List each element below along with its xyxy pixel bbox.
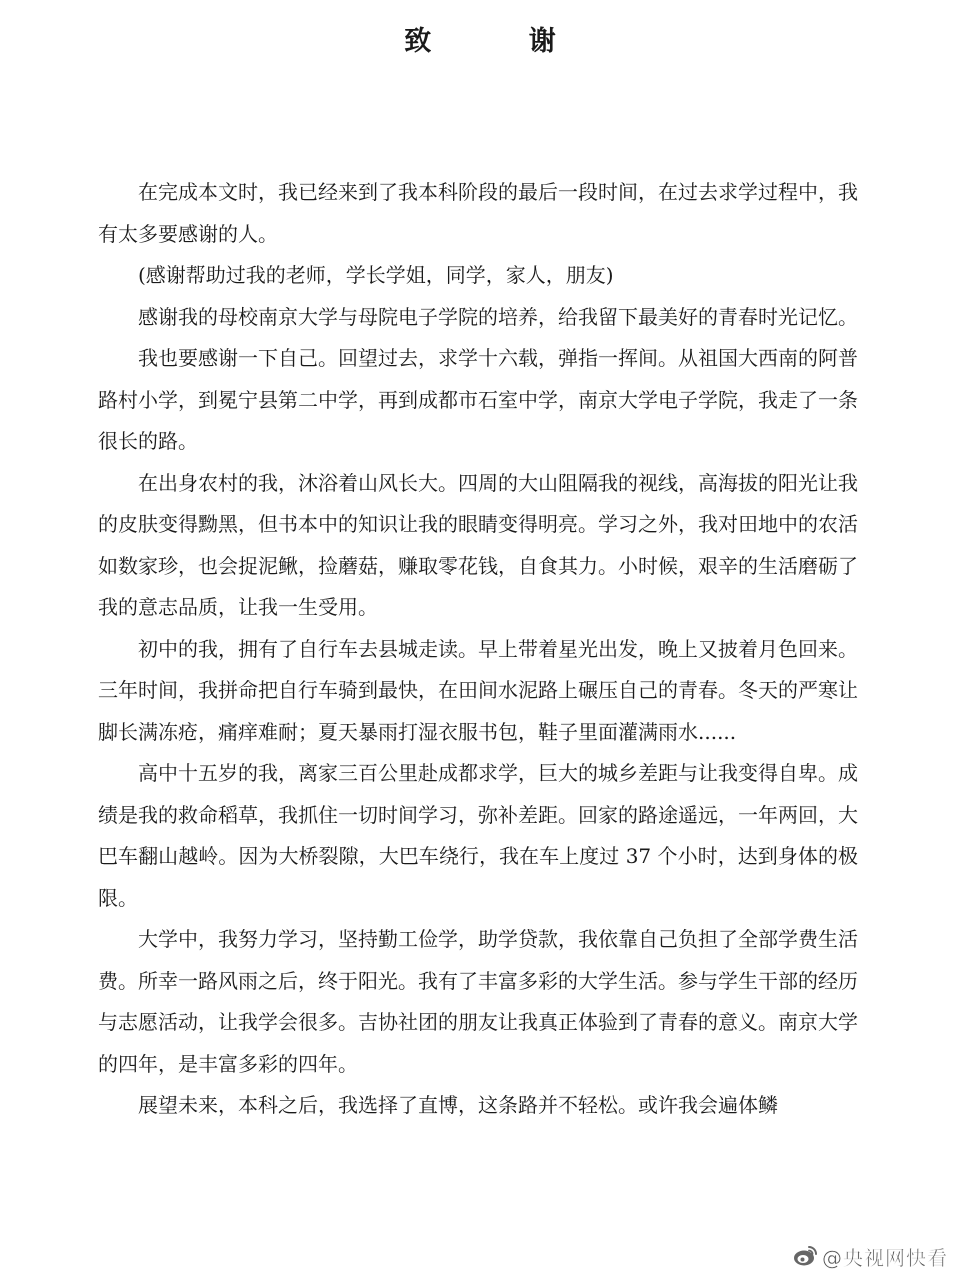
page-title: 致 谢	[404, 26, 600, 57]
paragraph: 初中的我，拥有了自行车去县城走读。早上带着星光出发，晚上又披着月色回来。三年时间，我拼命把自行车骑到最快，在田间水泥路上碾压自己的青春。冬天的严寒让脚长满冻疮，痛痒难耐；夏天暴雨打湿衣服书包，鞋子里面灌满雨水......	[98, 636, 858, 744]
paragraph: 感谢我的母校南京大学与母院电子学院的培养，给我留下最美好的青春时光记忆。	[138, 304, 858, 329]
paragraph: 在出身农村的我，沐浴着山风长大。四周的大山阻隔我的视线，高海拔的阳光让我的皮肤变得黝黑，但书本中的知识让我的眼睛变得明亮。学习之外，我对田地中的农活如数家珍，也会捉泥鳅，捡蘑菇，赚取零花钱，自食其力。小时候，艰辛的生活磨砺了我的意志品质，让我一生受用。	[98, 470, 858, 619]
document-body	[98, 172, 858, 1127]
paragraph: 我也要感谢一下自己。回望过去，求学十六载，弹指一挥间。从祖国大西南的阿普路村小学，到冕宁县第二中学，再到成都市石室中学，南京大学电子学院，我走了一条很长的路。	[98, 346, 858, 453]
paragraph: (感谢帮助过我的老师，学长学姐，同学，家人，朋友)	[138, 263, 614, 287]
watermark	[790, 1241, 950, 1271]
paragraph: 大学中，我努力学习，坚持勤工俭学，助学贷款，我依靠自己负担了全部学费生活费。所幸一路风雨之后，终于阳光。我有了丰富多彩的大学生活。参与学生干部的经历与志愿活动，让我学会很多。吉协社团的朋友让我真正体验到了青春的意义。南京大学的四年，是丰富多彩的四年。	[98, 927, 858, 1076]
paragraph: 高中十五岁的我，离家三百公里赴成都求学，巨大的城乡差距与让我变得自卑。成绩是我的救命稻草，我抓住一切时间学习，弥补差距。回家的路途遥远，一年两回，大巴车翻山越岭。因为大桥裂隙，大巴车绕行，我在车上度过 37 个小时，达到身体的极限。	[98, 761, 858, 910]
paragraph: 在完成本文时，我已经来到了我本科阶段的最后一段时间，在过去求学过程中，我有太多要感谢的人。	[98, 180, 858, 246]
weibo-icon	[792, 1243, 818, 1269]
paragraph: 展望未来，本科之后，我选择了直博，这条路并不轻松。或许我会遍体鳞	[138, 1093, 778, 1117]
watermark-text: @央视网快看	[822, 1245, 948, 1270]
